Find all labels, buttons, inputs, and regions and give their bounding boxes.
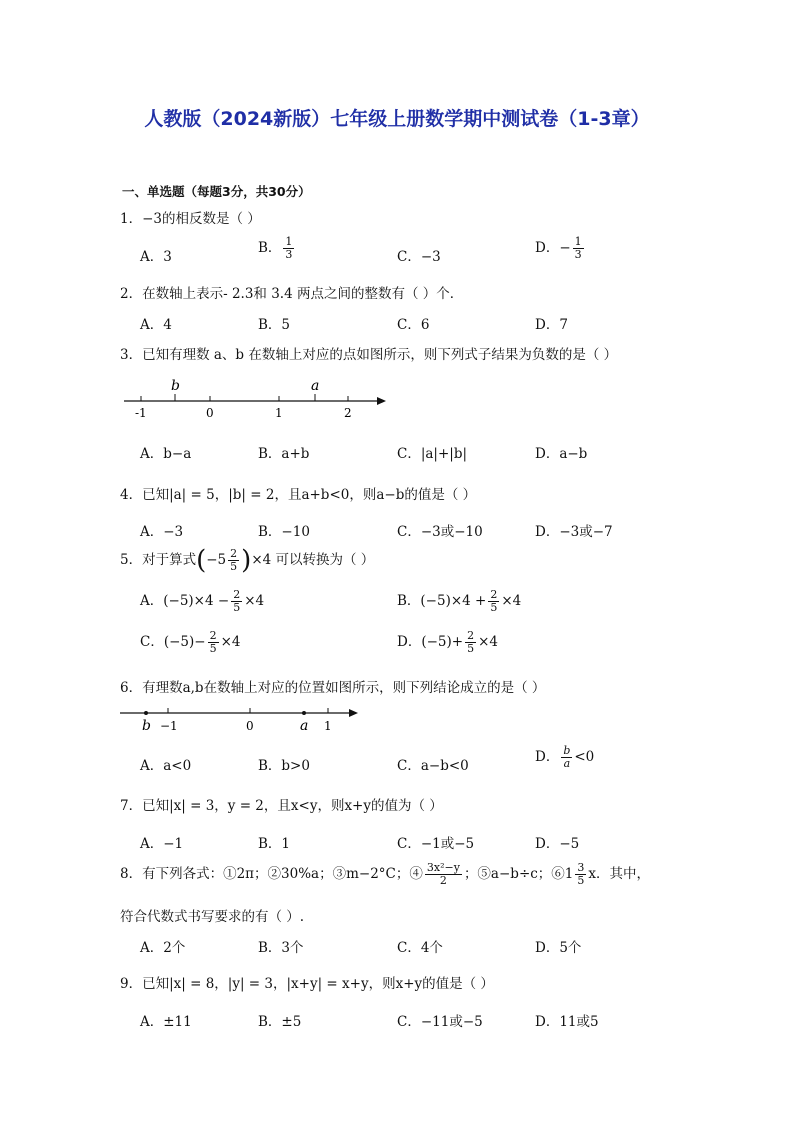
- frac-num: 1: [574, 235, 582, 248]
- q6-option-a: A．a<0: [140, 758, 192, 774]
- question-3-stem: 3．已知有理数 a、b 在数轴上对应的点如图所示，则下列式子结果为负数的是（ ）: [120, 347, 618, 363]
- frac-den: 5: [490, 601, 498, 614]
- q1-option-b: [258, 236, 296, 261]
- frac-num: 2: [467, 629, 475, 642]
- frac-den: 3: [574, 248, 582, 261]
- q6-option-b: B．b>0: [258, 758, 310, 774]
- page-title: 人教版（2024新版）七年级上册数学期中测试卷（1-3章）: [144, 108, 650, 130]
- question-5-stem: [120, 545, 375, 576]
- question-8-stem: [120, 862, 650, 887]
- q5-stem-suffix: ×4 可以转换为（ ）: [251, 552, 375, 568]
- q3-option-d: D．a−b: [535, 446, 588, 462]
- q5-b-post: ×4: [501, 593, 522, 609]
- q8-stem-mid: ；⑤a−b÷c；⑥1: [463, 866, 574, 882]
- frac-num: 2: [230, 547, 238, 560]
- q9-option-a: A．±11: [140, 1014, 192, 1030]
- q6-option-c: C．a−b<0: [397, 758, 469, 774]
- tick-label-0: 0: [246, 719, 254, 733]
- q1-option-b-label: B．: [258, 240, 282, 256]
- point-a-label: a: [311, 378, 320, 394]
- q7-option-a: A．−1: [140, 836, 184, 852]
- q2-option-b: B．5: [258, 317, 291, 333]
- frac-den: 5: [209, 642, 217, 655]
- q5-c-post: ×4: [220, 634, 241, 650]
- q9-option-b: B．±5: [258, 1014, 302, 1030]
- frac-num: 2: [490, 588, 498, 601]
- q5-b-fraction: [488, 589, 499, 614]
- q8-option-c: C．4个: [397, 940, 443, 956]
- question-6-stem: 6．有理数a,b在数轴上对应的位置如图所示，则下列结论成立的是（ ）: [120, 680, 546, 696]
- q5-option-d: [397, 630, 498, 655]
- q7-option-d: D．−5: [535, 836, 580, 852]
- q4-option-c: C．−3或−10: [397, 524, 483, 540]
- q2-option-a: A．4: [140, 317, 172, 333]
- question-2-stem: 2．在数轴上表示- 2.3和 3.4 两点之间的整数有（ ）个．: [120, 286, 464, 302]
- tick-label-2: 2: [344, 406, 352, 420]
- q9-option-c: C．−11或−5: [397, 1014, 483, 1030]
- q5-a-post: ×4: [244, 593, 265, 609]
- q8-stem-pre: 8．有下列各式：①2π；②30%a；③m−2°C；④: [120, 866, 423, 882]
- q5-stem-int: −5: [206, 552, 227, 568]
- q5-option-c: [140, 630, 240, 655]
- q7-option-c: C．−1或−5: [397, 836, 475, 852]
- q1-option-d-fraction: [573, 236, 584, 261]
- question-9-stem: 9．已知|x| = 8，|y| = 3，|x+y| = x+y，则x+y的值是（ ）: [120, 976, 494, 992]
- frac-den: a: [563, 757, 571, 770]
- q5-d-fraction: [465, 630, 476, 655]
- point-b-label: b: [142, 718, 151, 734]
- q5-stem-prefix: 5．对于算式: [120, 552, 197, 568]
- q3-option-a: A．b−a: [140, 446, 192, 462]
- frac-den: 3: [285, 248, 293, 261]
- q5-c-pre: C．(−5)−: [140, 634, 206, 650]
- frac-den: 5: [233, 601, 241, 614]
- tick-label-1: 1: [324, 719, 332, 733]
- question-7-stem: 7．已知|x| = 3，y = 2，且x<y，则x+y的值为（ ）: [120, 798, 443, 814]
- tick-label-neg1: −1: [160, 719, 178, 733]
- q1-option-d: [535, 236, 586, 261]
- q5-option-b: [397, 589, 521, 614]
- q7-option-b: B．1: [258, 836, 291, 852]
- q3-number-line: [118, 372, 398, 424]
- q3-option-b: B．a+b: [258, 446, 310, 462]
- tick-label-neg1: -1: [135, 406, 147, 420]
- q1-option-c: C．−3: [397, 249, 441, 265]
- point-b-label: b: [171, 378, 180, 394]
- q5-b-pre: B．(−5)×4 +: [397, 593, 487, 609]
- frac-num: 2: [233, 588, 241, 601]
- q3-option-c: C．|a|+|b|: [397, 446, 468, 462]
- q4-option-b: B．−10: [258, 524, 310, 540]
- question-4-stem: 4．已知|a| = 5，|b| = 2，且a+b<0，则a−b的值是（ ）: [120, 487, 477, 503]
- frac-den: 5: [230, 560, 238, 573]
- paren-left: (: [196, 545, 207, 576]
- q1-option-d-label: D．−: [535, 240, 571, 256]
- question-8-stem-line2: 符合代数式书写要求的有（ ）.: [120, 909, 305, 925]
- q8-option-d: D．5个: [535, 940, 582, 956]
- q2-option-c: C．6: [397, 317, 430, 333]
- axis-arrow: [349, 709, 358, 717]
- q1-option-a: A．3: [140, 249, 172, 265]
- q8-option-b: B．3个: [258, 940, 304, 956]
- q5-stem-fraction: [228, 548, 239, 573]
- q5-a-fraction: [231, 589, 242, 614]
- frac-den: 2: [439, 874, 447, 887]
- frac-num: 3x²−y: [426, 861, 460, 874]
- q2-option-d: D．7: [535, 317, 568, 333]
- point-a-label: a: [300, 718, 309, 734]
- q4-option-a: A．−3: [140, 524, 184, 540]
- q5-option-a: [140, 589, 264, 614]
- q6-option-d: [535, 745, 594, 770]
- frac-num: 3: [577, 861, 585, 874]
- frac-num: 1: [285, 235, 293, 248]
- paren-right: ): [241, 545, 252, 576]
- frac-num: b: [563, 744, 571, 757]
- q5-a-pre: A．(−5)×4 −: [140, 593, 230, 609]
- point-a-dot: [302, 711, 306, 715]
- frac-den: 5: [467, 642, 475, 655]
- axis-arrow: [377, 397, 386, 405]
- q4-option-d: D．−3或−7: [535, 524, 613, 540]
- q6-d-label: D．: [535, 749, 560, 765]
- section-heading: 一、单选题（每题3分，共30分）: [122, 184, 311, 199]
- tick-label-1: 1: [275, 406, 283, 420]
- q6-d-fraction: [561, 745, 572, 770]
- point-b-dot: [144, 711, 148, 715]
- q8-fraction: [425, 862, 462, 887]
- frac-num: 2: [209, 629, 217, 642]
- q6-d-post: <0: [574, 749, 595, 765]
- q8-option-a: A．2个: [140, 940, 186, 956]
- q8-stem-post: x．其中，: [588, 866, 651, 882]
- question-1-stem: 1．−3的相反数是（ ）: [120, 211, 261, 227]
- q5-d-post: ×4: [478, 634, 498, 650]
- q9-option-d: D．11或5: [535, 1014, 599, 1030]
- q6-number-line: [116, 700, 366, 734]
- q8-mixed-fraction: [575, 862, 586, 887]
- frac-den: 5: [577, 874, 585, 887]
- q1-option-b-fraction: [283, 236, 294, 261]
- q5-c-fraction: [208, 630, 219, 655]
- tick-label-0: 0: [206, 406, 214, 420]
- q5-d-pre: D．(−5)+: [397, 634, 464, 650]
